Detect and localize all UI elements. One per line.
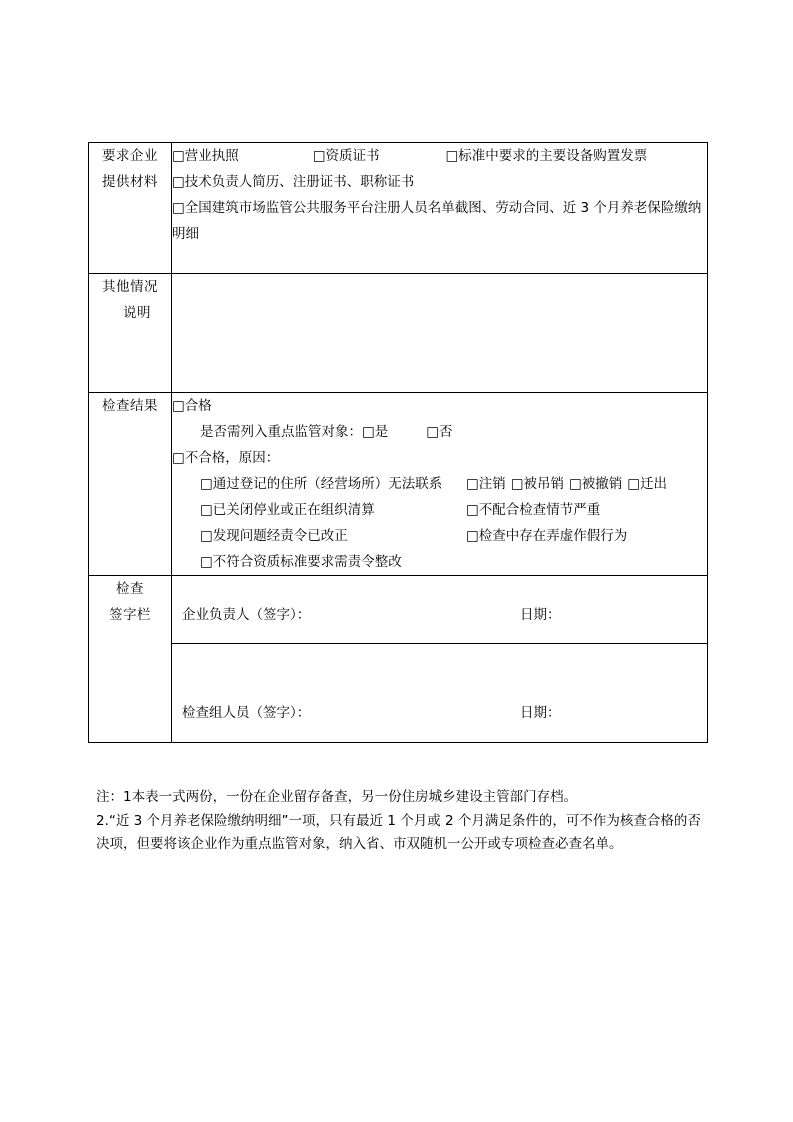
result-qualified-line [172,393,707,419]
row-label-line: 签字栏 [109,607,151,623]
row-label-line: 其他情况 [102,279,158,295]
label-withdrawn: 被撤销 [581,476,623,492]
label-key-supervision-prompt: 是否需列入重点监管对象： [200,424,362,440]
result-key-supervision-line [172,419,707,445]
row-body-inspection-result [172,393,708,576]
checkbox-unqualified[interactable]: □ [172,450,185,466]
label-falsification: 检查中存在弄虚作假行为 [478,528,628,544]
label-relocated: 迁出 [640,476,668,492]
row-label-line: 提供材料 [102,174,158,190]
row-label-required-materials [89,143,172,274]
checkbox-key-supervision-yes[interactable]: □ [362,424,375,440]
checkbox-uncooperative-serious[interactable]: □ [466,502,479,518]
checkbox-deregistered[interactable]: □ [466,476,479,492]
checkbox-equipment-invoice[interactable]: □ [445,148,459,164]
footer-notes [96,786,710,857]
label-technical-lead-docs: 技术负责人简历、注册证书、职称证书 [184,174,415,190]
materials-line-3 [172,195,707,247]
materials-line-1 [172,143,707,169]
table-row-required-materials [89,143,708,274]
label-issue-corrected: 发现问题经责令已改正 [212,528,348,544]
checkbox-unreachable-address[interactable]: □ [200,476,213,492]
checkbox-key-supervision-no[interactable]: □ [426,424,440,440]
label-business-license: 营业执照 [184,148,239,164]
checkbox-qualified[interactable]: □ [172,398,185,414]
signature-block-enterprise-leader [172,576,707,644]
reason-row-1-right-options [466,471,667,497]
checkbox-business-license[interactable]: □ [172,148,185,164]
signature-block-inspection-team [172,644,707,743]
label-closed-or-liquidating: 已关闭停业或正在组织清算 [212,502,375,518]
reason-row-3-right [466,523,627,549]
reason-row-3 [172,523,707,549]
label-inspection-team-signature: 检查组人员（签字）： [182,705,311,721]
label-uncooperative-serious: 不配合检查情节严重 [478,502,601,518]
inspection-form-table [88,142,708,743]
label-substandard-rectify: 不符合资质标准要求需责令整改 [212,554,402,570]
checkbox-qualification-certificate[interactable]: □ [312,148,326,164]
footer-note-2: 2.“近 3 个月养老保险缴纳明细”一项，只有最近 1 个月或 2 个月满足条件的，可不作为核查合格的否决项，但要将该企业作为重点监管对象，纳入省、市双随机一公开或专项检查必查名单。 [96,812,701,852]
checkbox-substandard-rectify[interactable]: □ [200,554,213,570]
label-enterprise-leader-date: 日期： [520,607,561,623]
row-body-other-notes[interactable] [172,274,708,393]
label-unqualified: 不合格，原因： [184,450,280,466]
table-row-signatures [89,576,708,743]
label-inspection-team-date: 日期： [520,705,561,721]
label-enterprise-leader-signature: 企业负责人（签字）： [182,607,311,623]
label-equipment-invoice: 标准中要求的主要设备购置发票 [458,148,648,164]
reason-row-2 [172,497,707,523]
row-label-line: 检查结果 [102,398,158,414]
checkbox-license-revoked[interactable]: □ [510,476,524,492]
row-label-line: 说明 [123,305,151,321]
reason-row-4 [172,549,707,575]
table-row-inspection-result [89,393,708,576]
signature-cell-enterprise-leader[interactable] [172,576,707,644]
label-key-supervision-yes: 是 [374,424,389,440]
row-label-inspection-result [89,393,172,576]
checkbox-closed-or-liquidating[interactable]: □ [200,502,213,518]
row-label-other-notes [89,274,172,393]
checkbox-falsification[interactable]: □ [466,528,479,544]
row-label-line: 检查 [116,581,144,597]
checkbox-relocated[interactable]: □ [627,476,641,492]
row-body-required-materials [172,143,708,274]
label-qualification-certificate: 资质证书 [325,148,380,164]
signature-cell-inspection-team[interactable] [172,644,707,743]
materials-line-2 [172,169,707,195]
checkbox-technical-lead-docs[interactable]: □ [172,174,185,190]
table-row-other-notes [89,274,708,393]
label-key-supervision-no: 否 [439,424,453,440]
label-deregistered: 注销 [478,476,506,492]
checkbox-platform-roster[interactable]: □ [172,200,185,216]
signature-subtable [172,576,707,742]
checkbox-withdrawn[interactable]: □ [569,476,582,492]
reason-row-2-right [466,497,600,523]
row-body-signatures [172,576,708,743]
label-platform-roster: 全国建筑市场监管公共服务平台注册人员名单截图、劳动合同、近 3 个月养老保险缴纳明细 [172,200,702,242]
label-qualified: 合格 [184,398,212,414]
checkbox-issue-corrected[interactable]: □ [200,528,213,544]
reason-row-1 [172,471,707,497]
row-label-signatures [89,576,172,743]
label-license-revoked: 被吊销 [523,476,565,492]
row-label-line: 要求企业 [102,148,158,164]
label-unreachable-address: 通过登记的住所（经营场所）无法联系 [212,476,443,492]
footer-note-1: 注：1本表一式两份，一份在企业留存备查，另一份住房城乡建设主管部门存档。 [96,789,578,805]
result-unqualified-line [172,445,707,471]
